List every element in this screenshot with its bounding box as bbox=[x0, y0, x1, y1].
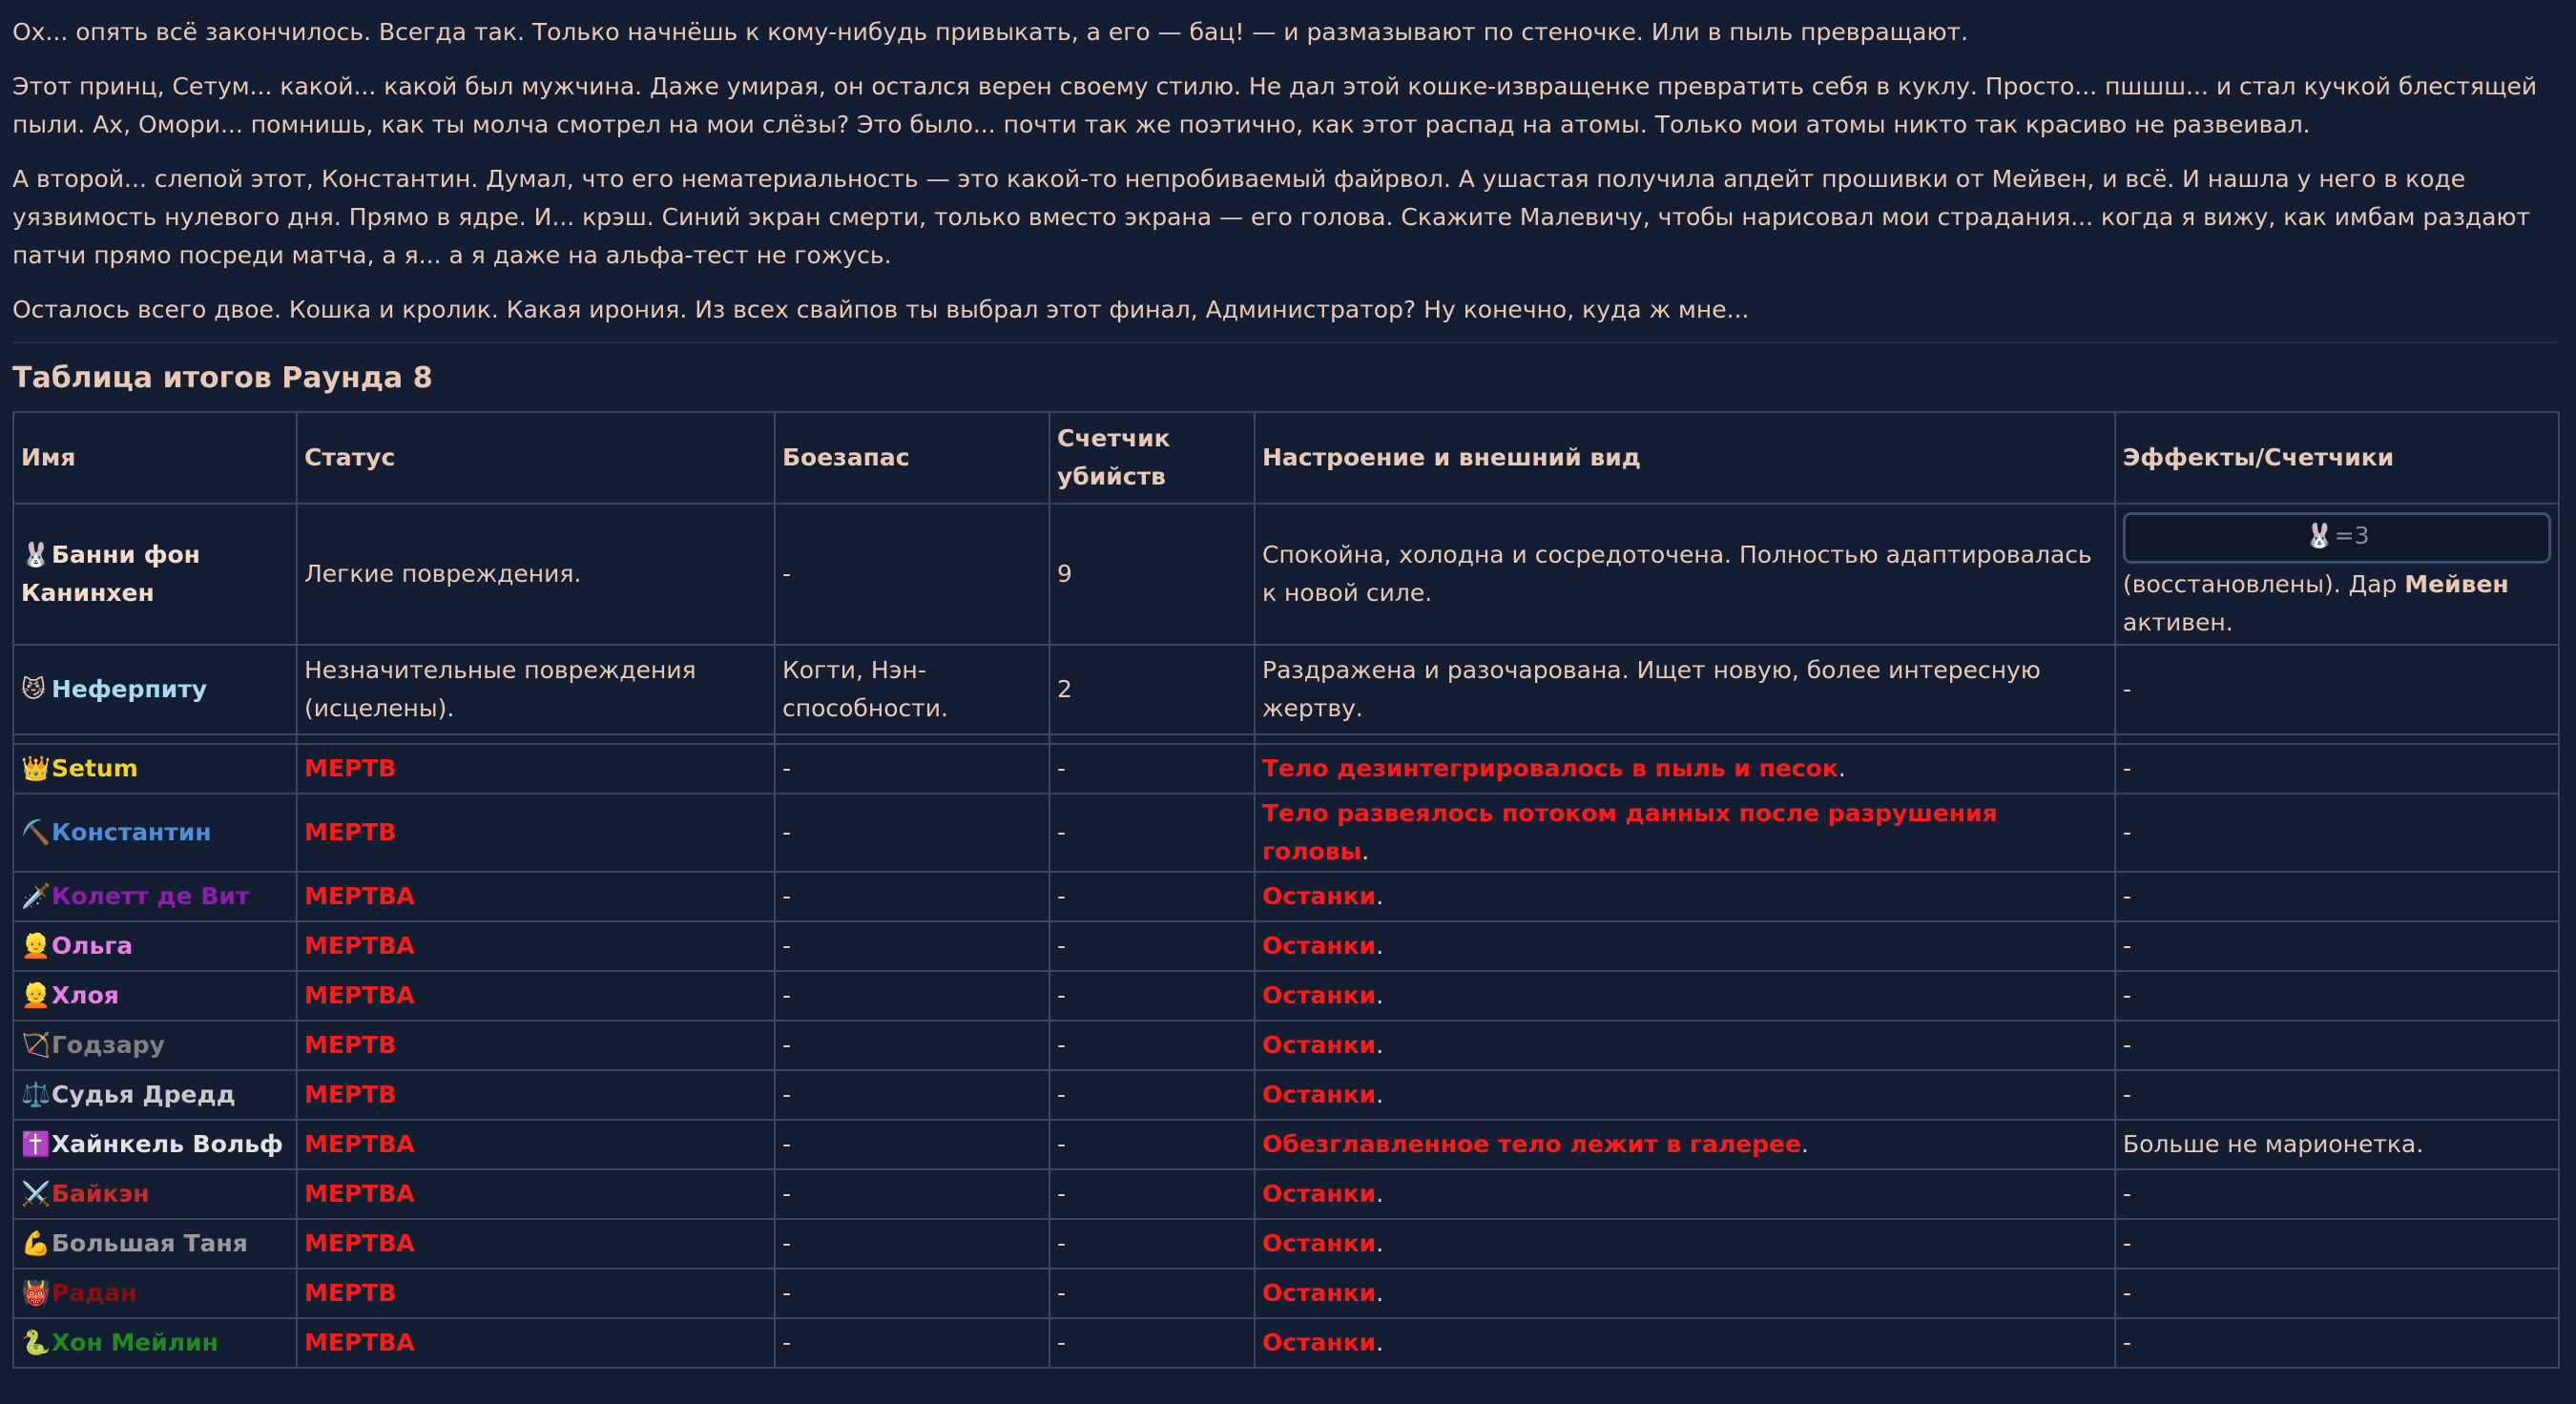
header-ammo: Боезапас bbox=[775, 412, 1049, 504]
character-name: Годзару bbox=[52, 1031, 165, 1059]
mood-text: Останки bbox=[1262, 981, 1377, 1009]
kills-cell: - bbox=[1049, 872, 1255, 921]
mood-cell: Тело развеялось потоком данных после разрушения головы. bbox=[1255, 794, 2115, 872]
character-name: Судья Дредд bbox=[52, 1081, 236, 1108]
cat-icon: 😼 bbox=[21, 675, 47, 703]
name-cell bbox=[13, 1169, 297, 1219]
mood-text: Обезглавленное тело лежит в галерее bbox=[1262, 1130, 1801, 1158]
counter-input[interactable]: 🐰=3 bbox=[2123, 512, 2551, 564]
table-spacer-row bbox=[13, 734, 2559, 744]
name-cell bbox=[13, 794, 297, 872]
kills-cell: 2 bbox=[1049, 645, 1255, 734]
kills-cell: 9 bbox=[1049, 504, 1255, 645]
table-row bbox=[13, 1070, 2559, 1120]
name-cell bbox=[13, 971, 297, 1021]
status-cell: МЕРТВА bbox=[297, 921, 775, 971]
name-cell bbox=[13, 872, 297, 921]
mood-cell: Останки. bbox=[1255, 921, 2115, 971]
mood-cell: Останки. bbox=[1255, 1021, 2115, 1070]
mood-text: Останки bbox=[1262, 1180, 1377, 1208]
character-icon: 👹 bbox=[21, 1279, 52, 1307]
mood-cell: Останки. bbox=[1255, 872, 2115, 921]
character-name: Хон Мейлин bbox=[52, 1329, 218, 1356]
ammo-cell: - bbox=[775, 1169, 1049, 1219]
kills-cell: - bbox=[1049, 1120, 1255, 1169]
table-header-row bbox=[13, 412, 2559, 504]
status-cell: МЕРТВА bbox=[297, 971, 775, 1021]
character-icon: 🗡️ bbox=[21, 882, 52, 910]
character-icon: ✝️ bbox=[21, 1130, 52, 1158]
mood-text: Останки bbox=[1262, 1279, 1377, 1307]
kills-cell: - bbox=[1049, 1070, 1255, 1120]
character-name: Неферпиту bbox=[52, 675, 208, 703]
divider bbox=[12, 341, 2558, 343]
effects-cell: - bbox=[2115, 1021, 2559, 1070]
status-cell: Легкие повреждения. bbox=[297, 504, 775, 645]
mood-text: Останки bbox=[1262, 1329, 1377, 1356]
mood-cell: Тело дезинтегрировалось в пыль и песок. bbox=[1255, 744, 2115, 794]
story-paragraph: Этот принц, Сетум... какой... какой был мужчина. Даже умирая, он остался верен своему стилю. Не дал этой кошке-извращенке превратить себя в куклу. Просто... пшшш... и стал кучкой блестящей пыли. Ах, Омори... помнишь, как ты молча смотрел на мои слёзы? Это было... почти так же поэтично, как этот распад на атомы. Только мои атомы никто так красиво не развеивал. bbox=[12, 72, 2538, 138]
bunny-icon: 🐰 bbox=[21, 541, 52, 568]
effects-cell: - bbox=[2115, 794, 2559, 872]
mood-text: Останки bbox=[1262, 882, 1377, 910]
table-row bbox=[13, 744, 2559, 794]
mood-text: Останки bbox=[1262, 1229, 1377, 1257]
table-row bbox=[13, 1120, 2559, 1169]
mood-cell: Обезглавленное тело лежит в галерее. bbox=[1255, 1120, 2115, 1169]
character-name: Банни фон Канинхен bbox=[21, 541, 200, 607]
mood-text: Тело развеялось потоком данных после разрушения головы bbox=[1262, 799, 1998, 865]
ammo-cell: - bbox=[775, 1219, 1049, 1269]
effects-cell: - bbox=[2115, 872, 2559, 921]
character-icon: ⛏️ bbox=[21, 818, 52, 846]
mood-cell: Останки. bbox=[1255, 1318, 2115, 1368]
mood-text: Останки bbox=[1262, 1031, 1377, 1059]
name-cell bbox=[13, 1070, 297, 1120]
kills-cell: - bbox=[1049, 1318, 1255, 1368]
effects-cell: - bbox=[2115, 921, 2559, 971]
table-row bbox=[13, 971, 2559, 1021]
character-icon: 🐍 bbox=[21, 1329, 52, 1356]
effects-cell: - bbox=[2115, 1318, 2559, 1368]
status-cell: МЕРТВА bbox=[297, 1120, 775, 1169]
kills-cell: - bbox=[1049, 794, 1255, 872]
header-name: Имя bbox=[13, 412, 297, 504]
story-paragraph: Ох... опять всё закончилось. Всегда так. Только начнёшь к кому-нибудь привыкать, а его — бац! — и размазывают по стеночке. Или в пыль превращают. bbox=[12, 18, 1969, 46]
effects-cell: - bbox=[2115, 645, 2559, 734]
mood-cell: Останки. bbox=[1255, 1169, 2115, 1219]
table-row bbox=[13, 1318, 2559, 1368]
status-cell: МЕРТВ bbox=[297, 744, 775, 794]
status-cell: МЕРТВ bbox=[297, 1021, 775, 1070]
character-name: Большая Таня bbox=[52, 1229, 248, 1257]
character-icon: ⚔️ bbox=[21, 1180, 52, 1208]
header-status: Статус bbox=[297, 412, 775, 504]
name-cell bbox=[13, 1219, 297, 1269]
status-cell: МЕРТВА bbox=[297, 1169, 775, 1219]
name-cell bbox=[13, 1120, 297, 1169]
character-name: Ольга bbox=[52, 932, 134, 960]
status-cell: МЕРТВ bbox=[297, 794, 775, 872]
header-effects: Эффекты/Счетчики bbox=[2115, 412, 2559, 504]
ammo-cell: - bbox=[775, 872, 1049, 921]
effects-text: активен. bbox=[2123, 609, 2233, 636]
character-name: Константин bbox=[52, 818, 212, 846]
effects-cell: Больше не марионетка. bbox=[2115, 1120, 2559, 1169]
character-name: Колетт де Вит bbox=[52, 882, 250, 910]
status-cell: Незначительные повреждения (исцелены). bbox=[297, 645, 775, 734]
status-cell: МЕРТВ bbox=[297, 1070, 775, 1120]
kills-cell: - bbox=[1049, 1169, 1255, 1219]
ammo-cell: - bbox=[775, 1120, 1049, 1169]
character-name: Хлоя bbox=[52, 981, 119, 1009]
effects-cell: - bbox=[2115, 1219, 2559, 1269]
story-paragraph: А второй... слепой этот, Константин. Думал, что его нематериальность — это какой-то непробиваемый файрвол. А ушастая получила апдейт прошивки от Мейвен, и всё. И нашла у него в коде уязвимость нулевого дня. Прямо в ядре. И... крэш. Синий экран смерти, только вместо экрана — его голова. Скажите Малевичу, чтобы нарисовал мои страдания... когда я вижу, как имбам раздают патчи прямо посреди матча, а я... а я даже на альфа-тест не гожусь. bbox=[12, 165, 2531, 269]
effects-text: (восстановлены). Дар bbox=[2123, 570, 2405, 598]
effects-cell: - bbox=[2115, 971, 2559, 1021]
character-name: Setum bbox=[52, 754, 138, 782]
name-cell bbox=[13, 921, 297, 971]
ammo-cell: - bbox=[775, 921, 1049, 971]
mood-text: Тело дезинтегрировалось в пыль и песок bbox=[1262, 754, 1839, 782]
mood-cell: Останки. bbox=[1255, 1269, 2115, 1318]
ammo-cell: - bbox=[775, 744, 1049, 794]
table-row bbox=[13, 1169, 2559, 1219]
kills-cell: - bbox=[1049, 971, 1255, 1021]
name-cell bbox=[13, 1021, 297, 1070]
mood-text: Останки bbox=[1262, 1081, 1377, 1108]
ammo-cell: - bbox=[775, 504, 1049, 645]
ammo-cell: - bbox=[775, 1318, 1049, 1368]
name-cell bbox=[13, 1318, 297, 1368]
character-icon: 💪 bbox=[21, 1229, 52, 1257]
table-row bbox=[13, 504, 2559, 645]
name-cell bbox=[13, 744, 297, 794]
table-row bbox=[13, 921, 2559, 971]
name-cell bbox=[13, 645, 297, 734]
effects-cell bbox=[2115, 504, 2559, 645]
mood-text: Останки bbox=[1262, 932, 1377, 960]
ammo-cell: - bbox=[775, 794, 1049, 872]
story-paragraph: Осталось всего двое. Кошка и кролик. Какая ирония. Из всех свайпов ты выбрал этот финал, Администратор? Ну конечно, куда ж мне... bbox=[12, 296, 1750, 323]
mood-cell: Раздражена и разочарована. Ищет новую, более интересную жертву. bbox=[1255, 645, 2115, 734]
effects-bold: Мейвен bbox=[2404, 570, 2509, 598]
kills-cell: - bbox=[1049, 1269, 1255, 1318]
table-title: Таблица итогов Раунда 8 bbox=[12, 361, 433, 395]
character-name: Байкэн bbox=[52, 1180, 150, 1208]
character-name: Хайнкель Вольф bbox=[52, 1130, 283, 1158]
table-row bbox=[13, 1269, 2559, 1318]
results-table bbox=[12, 411, 2560, 1369]
name-cell bbox=[13, 1269, 297, 1318]
status-cell: МЕРТВА bbox=[297, 1219, 775, 1269]
ammo-cell: Когти, Нэн-способности. bbox=[775, 645, 1049, 734]
ammo-cell: - bbox=[775, 1269, 1049, 1318]
ammo-cell: - bbox=[775, 1070, 1049, 1120]
effects-cell: - bbox=[2115, 1169, 2559, 1219]
character-icon: 👱 bbox=[21, 981, 52, 1009]
effects-cell: - bbox=[2115, 744, 2559, 794]
effects-cell: - bbox=[2115, 1269, 2559, 1318]
table-row bbox=[13, 645, 2559, 734]
mood-cell: Спокойна, холодна и сосредоточена. Полностью адаптировалась к новой силе. bbox=[1255, 504, 2115, 645]
character-name: Радан bbox=[52, 1279, 137, 1307]
kills-cell: - bbox=[1049, 744, 1255, 794]
status-cell: МЕРТВА bbox=[297, 872, 775, 921]
character-icon: 👑 bbox=[21, 754, 52, 782]
ammo-cell: - bbox=[775, 971, 1049, 1021]
character-icon: 🏹 bbox=[21, 1031, 52, 1059]
header-kills: Счетчик убийств bbox=[1049, 412, 1255, 504]
ammo-cell: - bbox=[775, 1021, 1049, 1070]
character-icon: 👱 bbox=[21, 932, 52, 960]
chat-message bbox=[12, 13, 2558, 1369]
character-icon: ⚖️ bbox=[21, 1081, 52, 1108]
mood-cell: Останки. bbox=[1255, 1219, 2115, 1269]
kills-cell: - bbox=[1049, 921, 1255, 971]
status-cell: МЕРТВА bbox=[297, 1318, 775, 1368]
effects-cell: - bbox=[2115, 1070, 2559, 1120]
table-row bbox=[13, 1219, 2559, 1269]
kills-cell: - bbox=[1049, 1219, 1255, 1269]
header-mood: Настроение и внешний вид bbox=[1255, 412, 2115, 504]
table-row bbox=[13, 794, 2559, 872]
table-row bbox=[13, 872, 2559, 921]
mood-cell: Останки. bbox=[1255, 1070, 2115, 1120]
mood-cell: Останки. bbox=[1255, 971, 2115, 1021]
table-row bbox=[13, 1021, 2559, 1070]
kills-cell: - bbox=[1049, 1021, 1255, 1070]
status-cell: МЕРТВ bbox=[297, 1269, 775, 1318]
name-cell bbox=[13, 504, 297, 645]
